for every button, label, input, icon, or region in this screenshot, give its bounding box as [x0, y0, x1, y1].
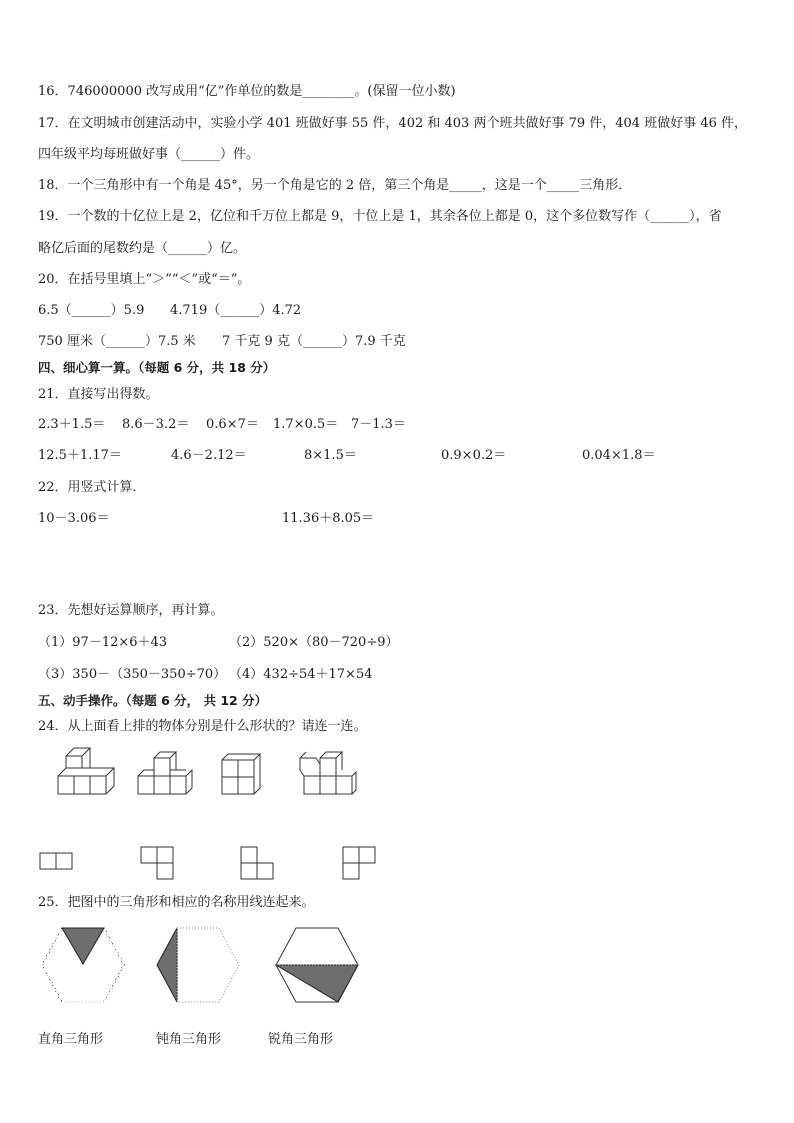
hexagon-figure-2: [157, 928, 239, 1002]
question-23-item-3: （3）350－（350－350÷70）: [38, 667, 227, 682]
cube-figure-1: [58, 748, 114, 794]
question-20: 20．在括号里填上“＞”“＜”或“＝”。: [38, 272, 251, 287]
question-18: 18．一个三角形中有一个角是 45°，另一个角是它的 2 倍，第三个角是_____，这是一个_____三角形．: [38, 178, 632, 193]
calc-item: 2.3＋1.5＝: [38, 417, 106, 432]
triangle-name-obtuse: 钝角三角形: [156, 1032, 222, 1047]
question-20-item-1: 6.5（______）5.9: [38, 303, 145, 318]
calc-item: 7－1.3＝: [351, 417, 406, 432]
question-22: 22．用竖式计算．: [38, 480, 146, 495]
hexagon-figure-1: [42, 928, 124, 1002]
question-22-item-2: 11.36＋8.05＝: [282, 511, 375, 526]
question-16: 16．746000000 改写成用“亿”作单位的数是________。(保留一位小数): [38, 84, 456, 99]
cube-figures-row: [0, 740, 794, 800]
section-4-heading: 四、细心算一算。（每题 6 分，共 18 分）: [38, 360, 276, 375]
section-5-heading: 五、动手操作。（每题 6 分， 共 12 分）: [38, 693, 268, 708]
question-23-item-2: （2）520×（80－720÷9）: [229, 635, 399, 650]
top-view-shape-4: [343, 847, 375, 879]
top-view-shape-2: [141, 847, 173, 879]
question-21: 21．直接写出得数。: [38, 387, 159, 402]
question-23-item-1: （1）97－12×6＋43: [38, 635, 168, 650]
question-23-item-4: （4）432÷54＋17×54: [229, 667, 373, 682]
calc-item: 12.5＋1.17＝: [38, 448, 122, 463]
question-17-line-2: 四年级平均每班做好事（______）件。: [38, 147, 260, 162]
question-21-row-1: [0, 417, 794, 433]
top-view-shape-3: [241, 847, 273, 879]
calc-item: 0.6×7＝: [206, 417, 259, 432]
question-25: 25．把图中的三角形和相应的名称用线连起来。: [38, 895, 315, 910]
top-view-shapes-row: [0, 843, 794, 883]
question-20-item-3: 750 厘米（______）7.5 米: [38, 334, 196, 349]
cube-figure-3: [222, 754, 260, 794]
question-19-line-1: 19．一个数的十亿位上是 2，亿位和千万位上都是 9，十位上是 1，其余各位上都是 0，这个多位数写作（______），省: [38, 209, 722, 224]
top-view-shape-1: [40, 853, 72, 869]
triangle-name-acute: 锐角三角形: [268, 1032, 334, 1047]
calc-item: 1.7×0.5＝: [273, 417, 339, 432]
cube-figure-4: [300, 752, 356, 794]
cube-figure-2: [138, 752, 192, 794]
calc-item: 8.6－3.2＝: [122, 417, 190, 432]
question-24: 24．从上面看上排的物体分别是什么形状的？请连一连。: [38, 719, 367, 734]
calc-item: 8×1.5＝: [304, 448, 357, 463]
hexagon-figure-3: [276, 928, 358, 1002]
question-22-item-1: 10－3.06＝: [38, 511, 110, 526]
question-17-line-1: 17．在文明城市创建活动中，实验小学 401 班做好事 55 件，402 和 403 两个班共做好事 79 件，404 班做好事 46 件，: [38, 116, 748, 131]
triangle-name-right: 直角三角形: [38, 1032, 104, 1047]
question-21-row-2: [0, 448, 794, 464]
question-20-item-2: 4.719（______）4.72: [170, 303, 302, 318]
calc-item: 4.6－2.12＝: [171, 448, 247, 463]
hexagon-figures-row: [0, 924, 794, 1006]
question-23: 23．先想好运算顺序，再计算。: [38, 603, 224, 618]
calc-item: 0.9×0.2＝: [441, 448, 507, 463]
question-20-item-4: 7 千克 9 克（______）7.9 千克: [222, 334, 406, 349]
question-19-line-2: 略亿后面的尾数约是（______）亿。: [38, 241, 247, 256]
calc-item: 0.04×1.8＝: [582, 448, 656, 463]
